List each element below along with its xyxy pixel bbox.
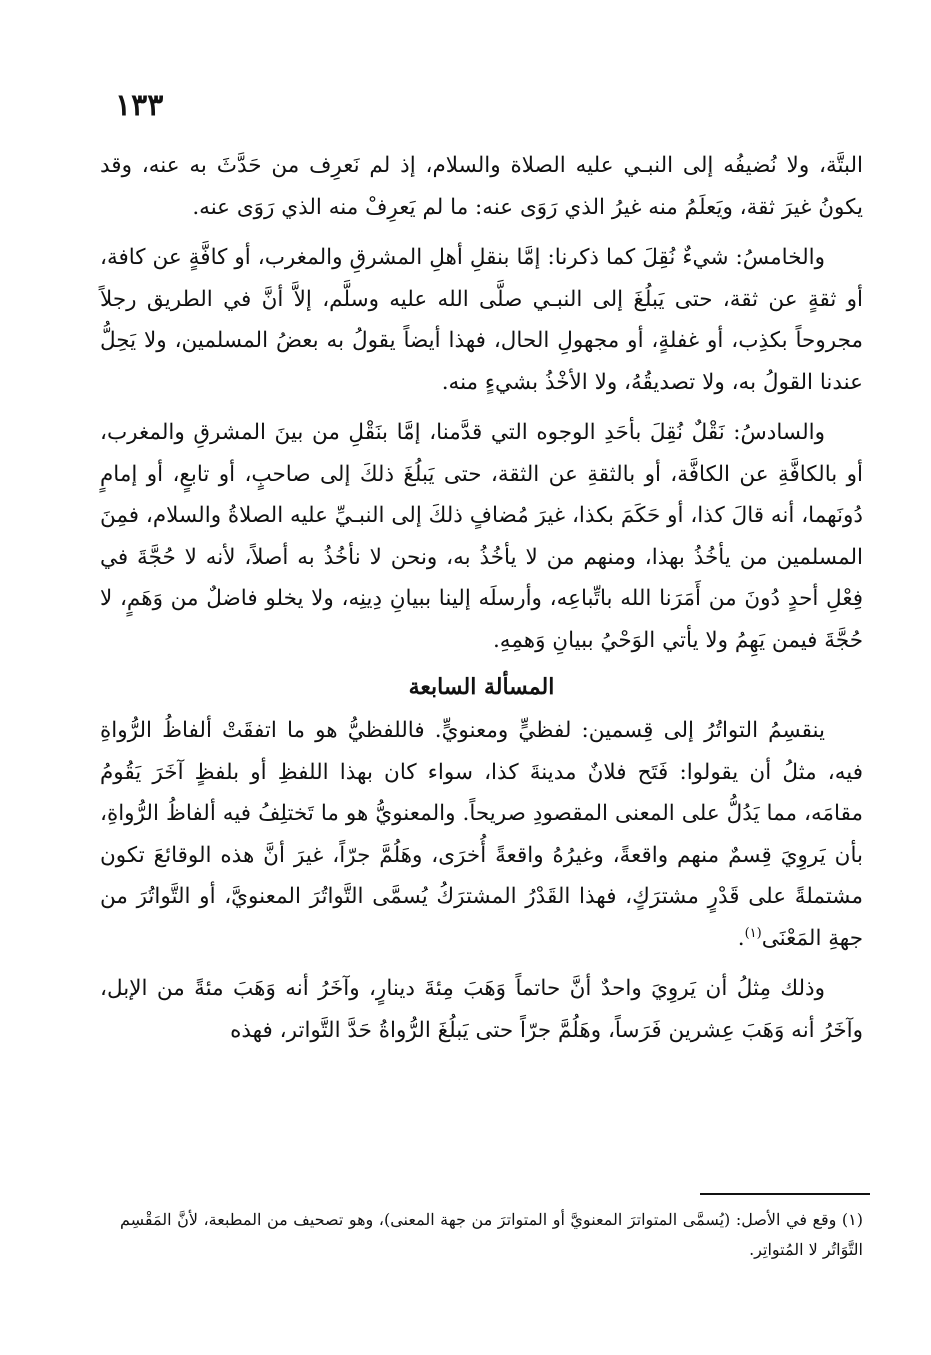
footnote: (١) وقع في الأصل: (يُسمَّى المتواترَ المعنويَّ أو المتواترَ من جهة المعنى)، وهو تصحيف من المطبعة، لأنَّ المَقْسِم التَّوَاتُر لا المُتواتِر. xyxy=(120,1210,864,1259)
paragraph-continuation: البتَّة، ولا نُضيفُه إلى النبـي عليه الصلاة والسلام، إذ لم نَعرِف من حَدَّثَ به عنه، وقد يكونُ غيرَ ثقة، ويَعلَمُ منه غيرُ الذي رَوَى عنه: ما لم يَعرِفْ منه الذي رَوَى عنه. xyxy=(100,153,863,220)
paragraph-fifth: والخامسُ: شيءٌ نُقِلَ كما ذكرنا: إمَّا بنقلِ أهلِ المشرقِ والمغرب، أو كافَّةٍ عن كافة، أو ثقةٍ عن ثقة، حتى يَبلُغَ إلى النبـي صلَّى الله عليه وسلَّم، إلاَّ أنَّ في الطريق رجلاً مجروحاً بكذِب، أو غفلةٍ، أو مجهولِ الحال، فهذا أيضاً يقولُ به بعضُ المسلمين، ولا يَحِلُّ عندنا القولُ به، ولا تصديقُهُ، ولا الأخْذُ بشيءٍ منه. xyxy=(100,245,863,395)
paragraph-end-mark: . xyxy=(737,925,745,951)
paragraph-sixth: والسادسُ: نَقْلٌ نُقِلَ بأحَدِ الوجوه التي قدَّمنا، إمَّا بنَقْلِ من بينَ المشرقِ والمغرب، أو بالكافَّةِ عن الكافَّة، أو بالثقةِ عن الثقة، حتى يَبلُغَ ذلكَ إلى صاحبٍ، أو تابعٍ، أو إمامٍ دُونَهما، أنه قالَ كذا، أو حَكَمَ بكذا، غيرَ مُضافٍ ذلكَ إلى النبـيِّ عليه الصلاةُ والسلام، فمِنَ المسلمين من يأخُذُ بهذا، ومنهم من لا يأخُذُ به، ونحن لا نأخُذُ به أصلاً، لأنه لا حُجَّةَ في فِعْلِ أحدٍ دُونَ من أَمَرَنا الله باتِّباعِه، وأرسلَه إلينا ببيانِ دِينِه، ولا يخلو فاضلٌ من وَهَمٍ، لا حُجَّةَ فيمن يَهِمُ ولا يأتي الوَحْيُ ببيانِ وَهمِهِ. xyxy=(100,420,863,653)
page-number: ١٣٣ xyxy=(115,88,164,123)
paragraph-tawatur-text: ينقسِمُ التواتُرُ إلى قِسمين: لفظيٍّ ومعنويٍّ. فاللفظيُّ هو ما اتفقَتْ ألفاظُ الرُّواةِ فيه، مثلُ أن يقولوا: فَتَح فلانٌ مدينةَ كذا، سواء كان بهذا اللفظِ أو بلفظٍ آخَرَ يَقُومُ مقامَه، مما يَدُلُّ على المعنى المقصودِ صريحاً. والمعنويُّ هو ما تَختلِفُ فيه ألفاظُ الرُّواةِ، بأن يَروِيَ قِسمٌ منهم واقعةً، وغيرُهُ واقعةً أُخرَى، وهَلُمَّ جرّاً، غيرَ أنَّ هذه الوقائعَ تكون مشتملةً على قَدْرٍ مشترَكٍ، فهذا القَدْرُ المشترَكُ يُسمَّى التَّواتُرَ المعنويَّ، أو التَّواتُرَ من جهةِ المَعْنَى xyxy=(100,718,863,951)
section-heading: المسألة السابعة xyxy=(408,674,555,700)
paragraph-tawatur xyxy=(100,710,863,959)
footnote-marker: (١) xyxy=(744,925,762,941)
footnote-divider xyxy=(700,1193,870,1195)
body-text xyxy=(100,145,863,1060)
paragraph-example: وذلك مِثلُ أن يَروِيَ واحدٌ أنَّ حاتماً وَهَبَ مِئةَ دينارٍ، وآخَرُ أنه وَهَبَ مئةً من الإبل، وآخَرُ أنه وَهَبَ عِشرين فَرَساً، وهَلُمَّ جرّاً حتى يَبلُغَ الرُّواةُ حَدَّ التَّواتر، فهذه xyxy=(100,976,863,1043)
